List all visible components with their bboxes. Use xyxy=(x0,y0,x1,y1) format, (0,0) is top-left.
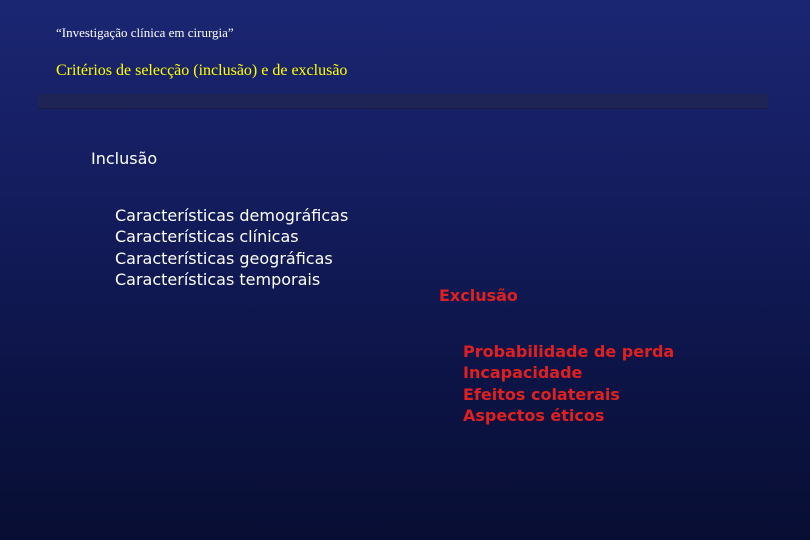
exclusion-item: Aspectos éticos xyxy=(463,405,605,425)
inclusion-heading: Inclusão xyxy=(91,149,158,168)
inclusion-list xyxy=(115,205,348,290)
exclusion-item: Incapacidade xyxy=(463,363,583,383)
inclusion-item: Características temporais xyxy=(115,269,321,289)
title-divider xyxy=(38,94,768,108)
header-note: “Investigação clínica em cirurgia” xyxy=(56,25,234,40)
inclusion-item: Características demográficas xyxy=(115,206,349,225)
exclusion-list xyxy=(463,341,674,426)
slide-title: Critérios de selecção (inclusão) e de exclusão xyxy=(56,62,348,79)
exclusion-item: Efeitos colaterais xyxy=(463,384,620,404)
exclusion-item: Probabilidade de perda xyxy=(463,342,675,361)
inclusion-item: Características geográficas xyxy=(115,248,333,268)
inclusion-item: Características clínicas xyxy=(115,227,299,247)
exclusion-heading: Exclusão xyxy=(439,286,518,305)
